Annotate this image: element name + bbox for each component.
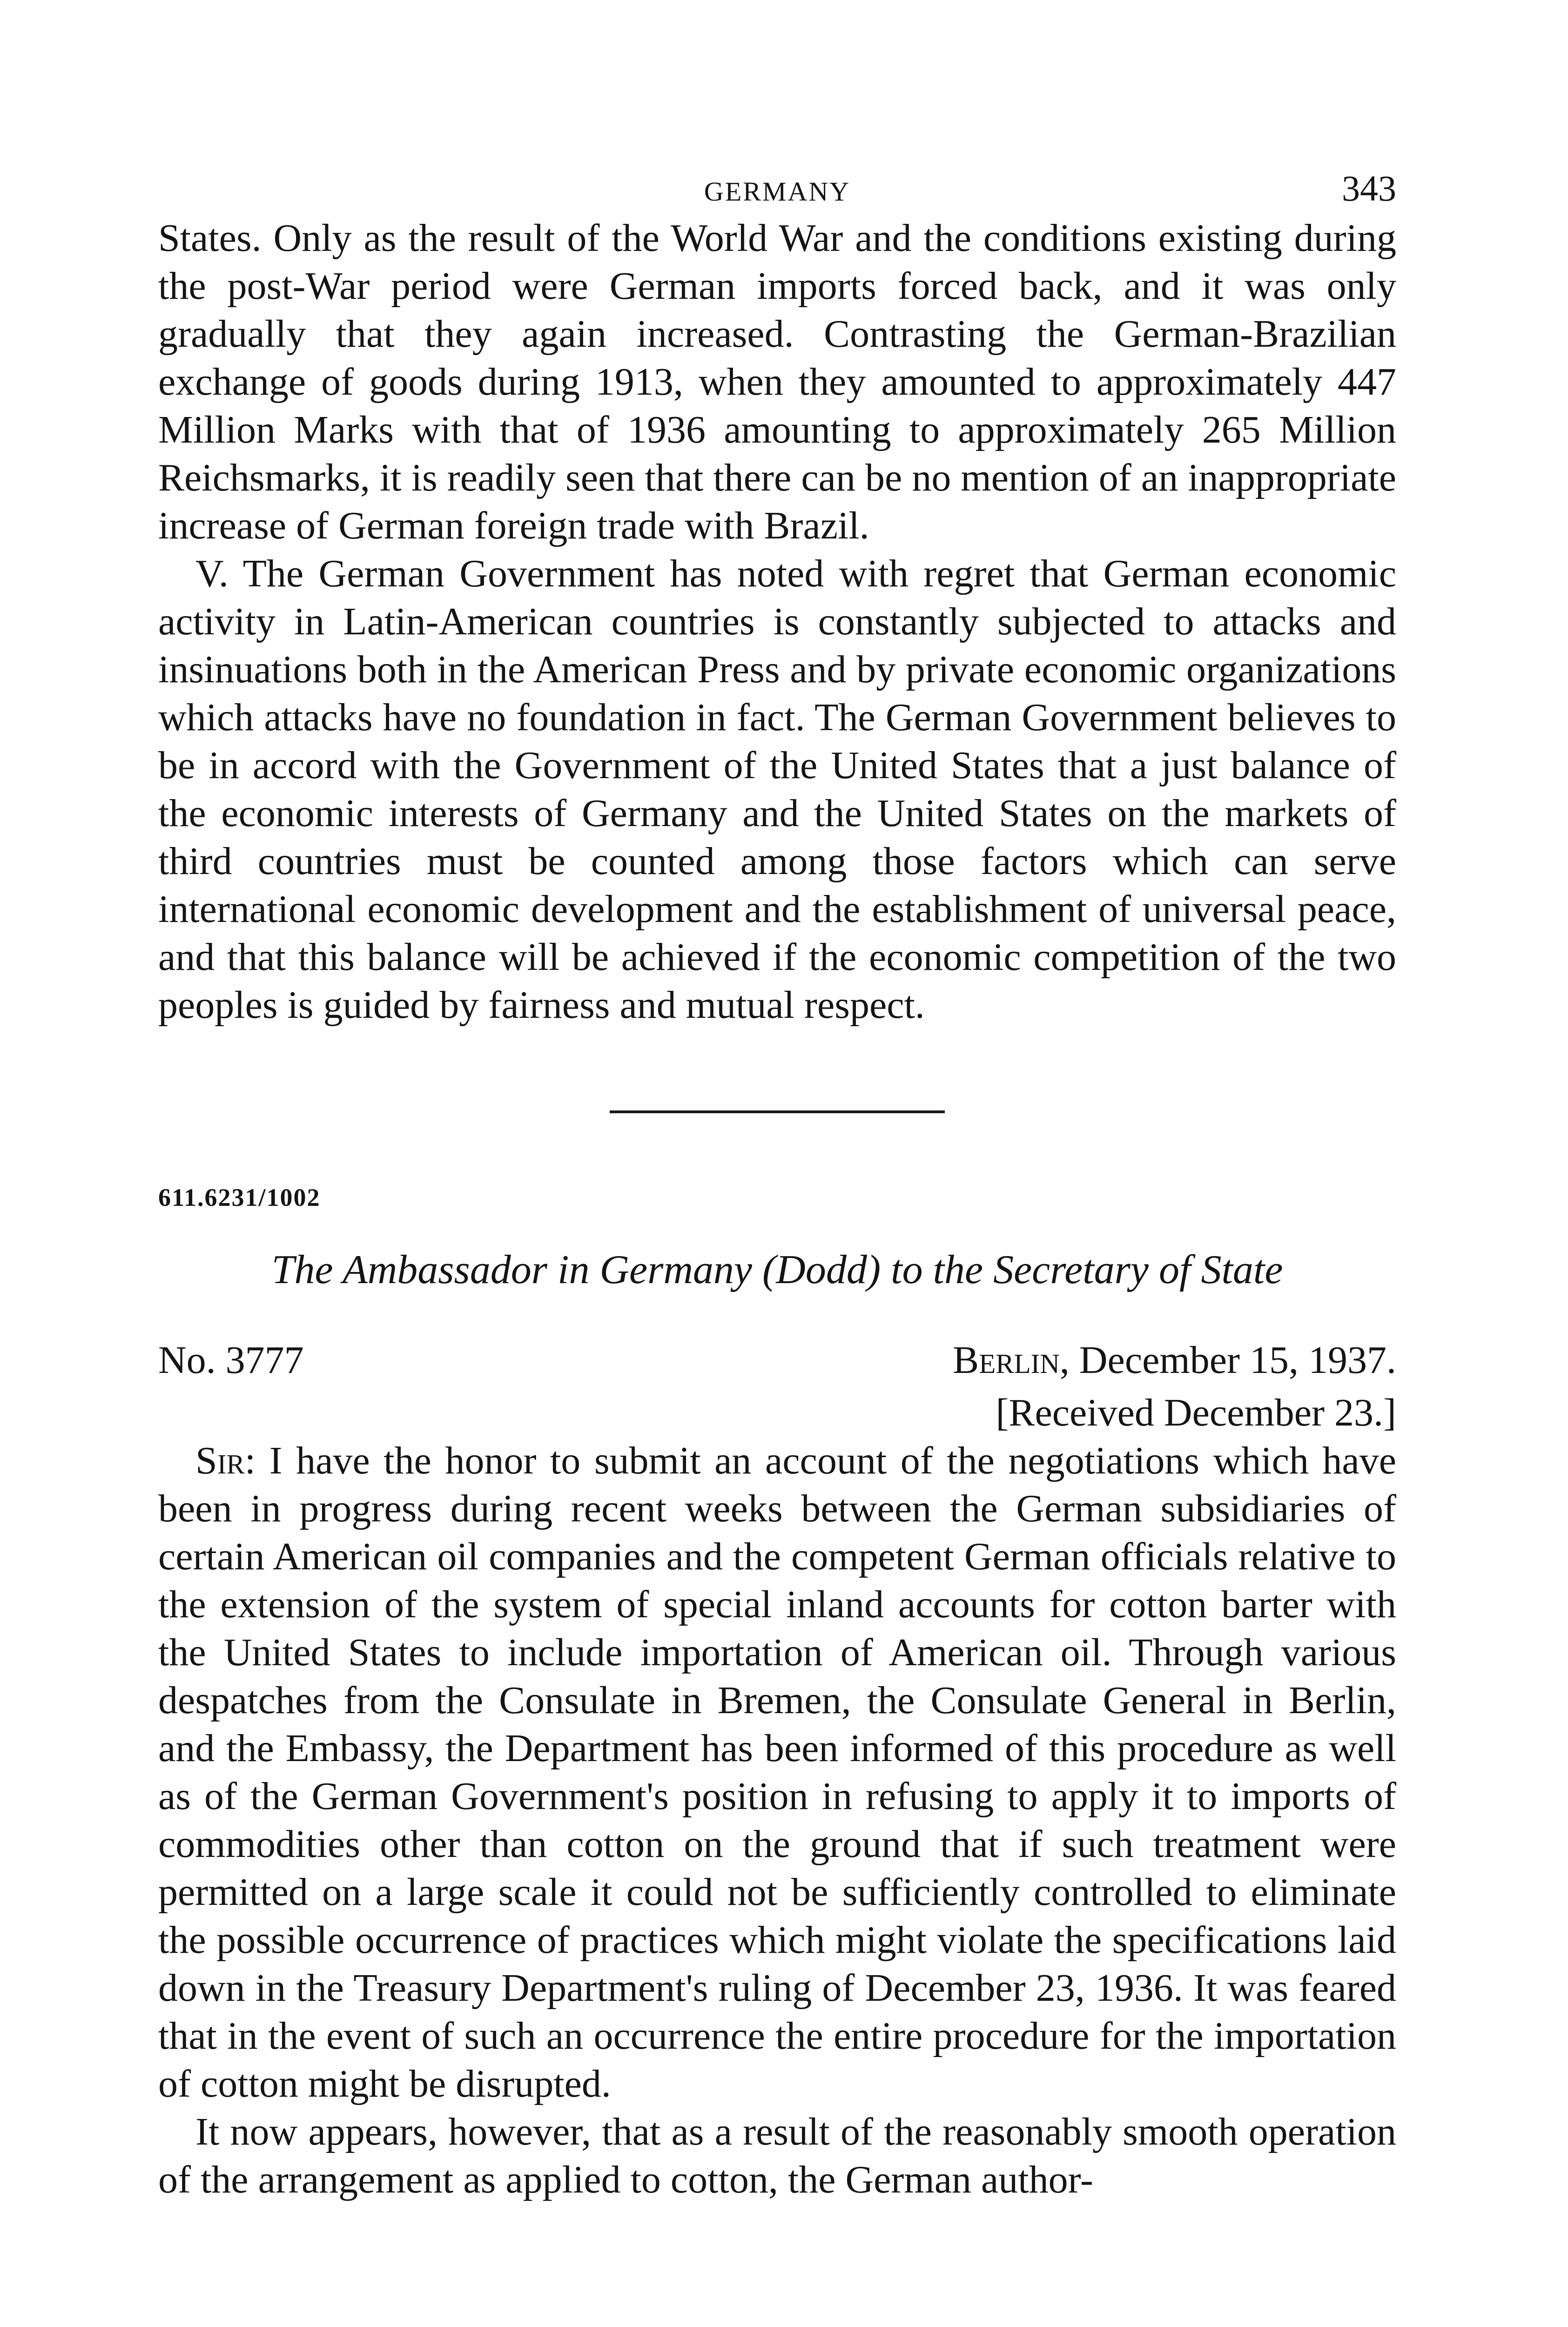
dateline (953, 1338, 1396, 1383)
section-divider (610, 1110, 945, 1113)
paragraph-negotiations-text: : I have the honor to submit an account of the negotiations which have been in progress during recent weeks between the German subsidiaries of certain American oil companies and the competent German officials relative to the extension of the system of special inland accounts for cotton barter with the United States to include importation of American oil. Through various despatches from the Consulate in Bremen, the Consulate General in Berlin, and the Embassy, the Department has been informed of this procedure as well as of the German Government's position in refusing to apply it to imports of commodities other than cotton on the ground that if such treatment were permitted on a large scale it could not be sufficiently controlled to eliminate the possible occurrence of practices which might violate the specifications laid down in the Treasury Department's ruling of December 23, 1936. It was feared that in the event of such an occurrence the entire procedure for the importation of cotton might be disrupted. (158, 1439, 1396, 2105)
paragraph-arrangement: It now appears, however, that as a result of the reasonably smooth operation of the arrangement as applied to cotton, the German author- (158, 2110, 1396, 2201)
paragraph-negotiations (158, 1437, 1396, 2108)
paragraph-trade-brazil: States. Only as the result of the World War and the conditions existing during the post-War period were German imports forced back, and it was only gradually that they again increased. Contrasting the German-Brazilian exchange of goods during 1913, when they amounted to approximately 447 Million Marks with that of 1936 amounting to approximately 265 Million Reichsmarks, it is readily seen that there can be no mention of an inappropriate increase of German foreign trade with Brazil. (158, 216, 1396, 547)
received-date: [Received December 23.] (996, 1391, 1396, 1434)
running-title: GERMANY (704, 176, 851, 207)
paragraph-point-v: V. The German Government has noted with regret that German economic activity in Latin-American countries is constantly subjected to attacks and insinuations both in the American Press and by private economic organizations which attacks have no foundation in fact. The German Government believes to be in accord with the Government of the United States that a just balance of the economic interests of Germany and the United States on the markets of third countries must be counted among those factors which can serve international economic development and the establishment of universal peace, and that this balance will be achieved if the economic competition of the two peoples is guided by fairness and mutual respect. (158, 552, 1396, 1027)
document-heading: The Ambassador in Germany (Dodd) to the Secretary of State (271, 1247, 1283, 1292)
page-number: 343 (1342, 168, 1396, 208)
dateline-date: , December 15, 1937. (1059, 1338, 1396, 1382)
file-number: 611.6231/1002 (158, 1184, 321, 1211)
salutation: Sir (195, 1439, 245, 1482)
dateline-row (158, 1338, 1396, 1389)
document-page (158, 168, 1396, 2204)
document-number: No. 3777 (158, 1338, 304, 1382)
running-head (158, 168, 1396, 214)
dateline-place: Berlin (953, 1338, 1060, 1382)
